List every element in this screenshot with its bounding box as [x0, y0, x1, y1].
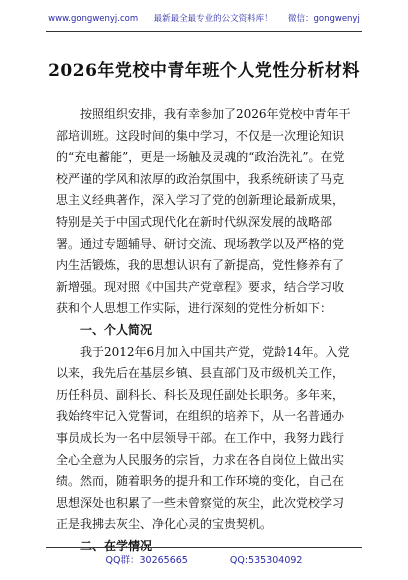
header-divider: [46, 31, 362, 32]
footer-qq-group: QQ群：30265665: [105, 555, 188, 566]
page-footer: [0, 552, 408, 566]
header-site[interactable]: www.gongwenyj.com: [48, 14, 139, 24]
footer-divider: [46, 547, 362, 548]
section-heading-profile: 一、个人简况: [80, 322, 153, 337]
section-body-profile: 我于2012年6月加入中国共产党，党龄14年。入党以来，我先后在基层乡镇、县直部门及市级机关工作，历任科员、副科长、科长及现任副处长职务。多年来，我始终牢记入党誓词，在组织的培养下，从一名普通办事员成长为一名中层领导干部。在工作中，我努力践行全心全意为人民服务的宗旨，力求在各自岗位上做出实绩。然而，随着职务的提升和工作环境的变化，自己在思想深处也积累了一些未曾察觉的灰尘，此次党校学习正是我拂去灰尘、净化心灵的宝贵契机。: [56, 344, 350, 532]
header-slogan: 最新最全最专业的公文资料库！: [153, 14, 273, 24]
document-body: [56, 104, 354, 557]
section-heading-study: 二、在学情况: [80, 538, 153, 553]
page-header: [0, 12, 408, 28]
header-wechat: 微信：gongwenyj: [287, 14, 360, 24]
document-title: 2026年党校中青年班个人党性分析材料: [48, 61, 360, 81]
intro-paragraph: 按照组织安排，我有幸参加了2026年党校中青年干部培训班。这段时间的集中学习，不仅是一次理论知识的“充电蓄能”，更是一场触及灵魂的“政治洗礼”。在党校严谨的学风和浓厚的政治氛围中，我系统研读了马克思主义经典著作，深入学习了党的创新理论最新成果，特别是关于中国式现代化在新时代纵深发展的战略部署。通过专题辅导、研讨交流、现场教学以及严格的党内生活锻炼，我的思想认识有了新提高，党性修养有了新增强。现对照《中国共产党章程》要求，结合学习收获和个人思想工作实际，进行深刻的党性分析如下：: [56, 107, 351, 316]
footer-qq: QQ:535304092: [229, 555, 303, 566]
